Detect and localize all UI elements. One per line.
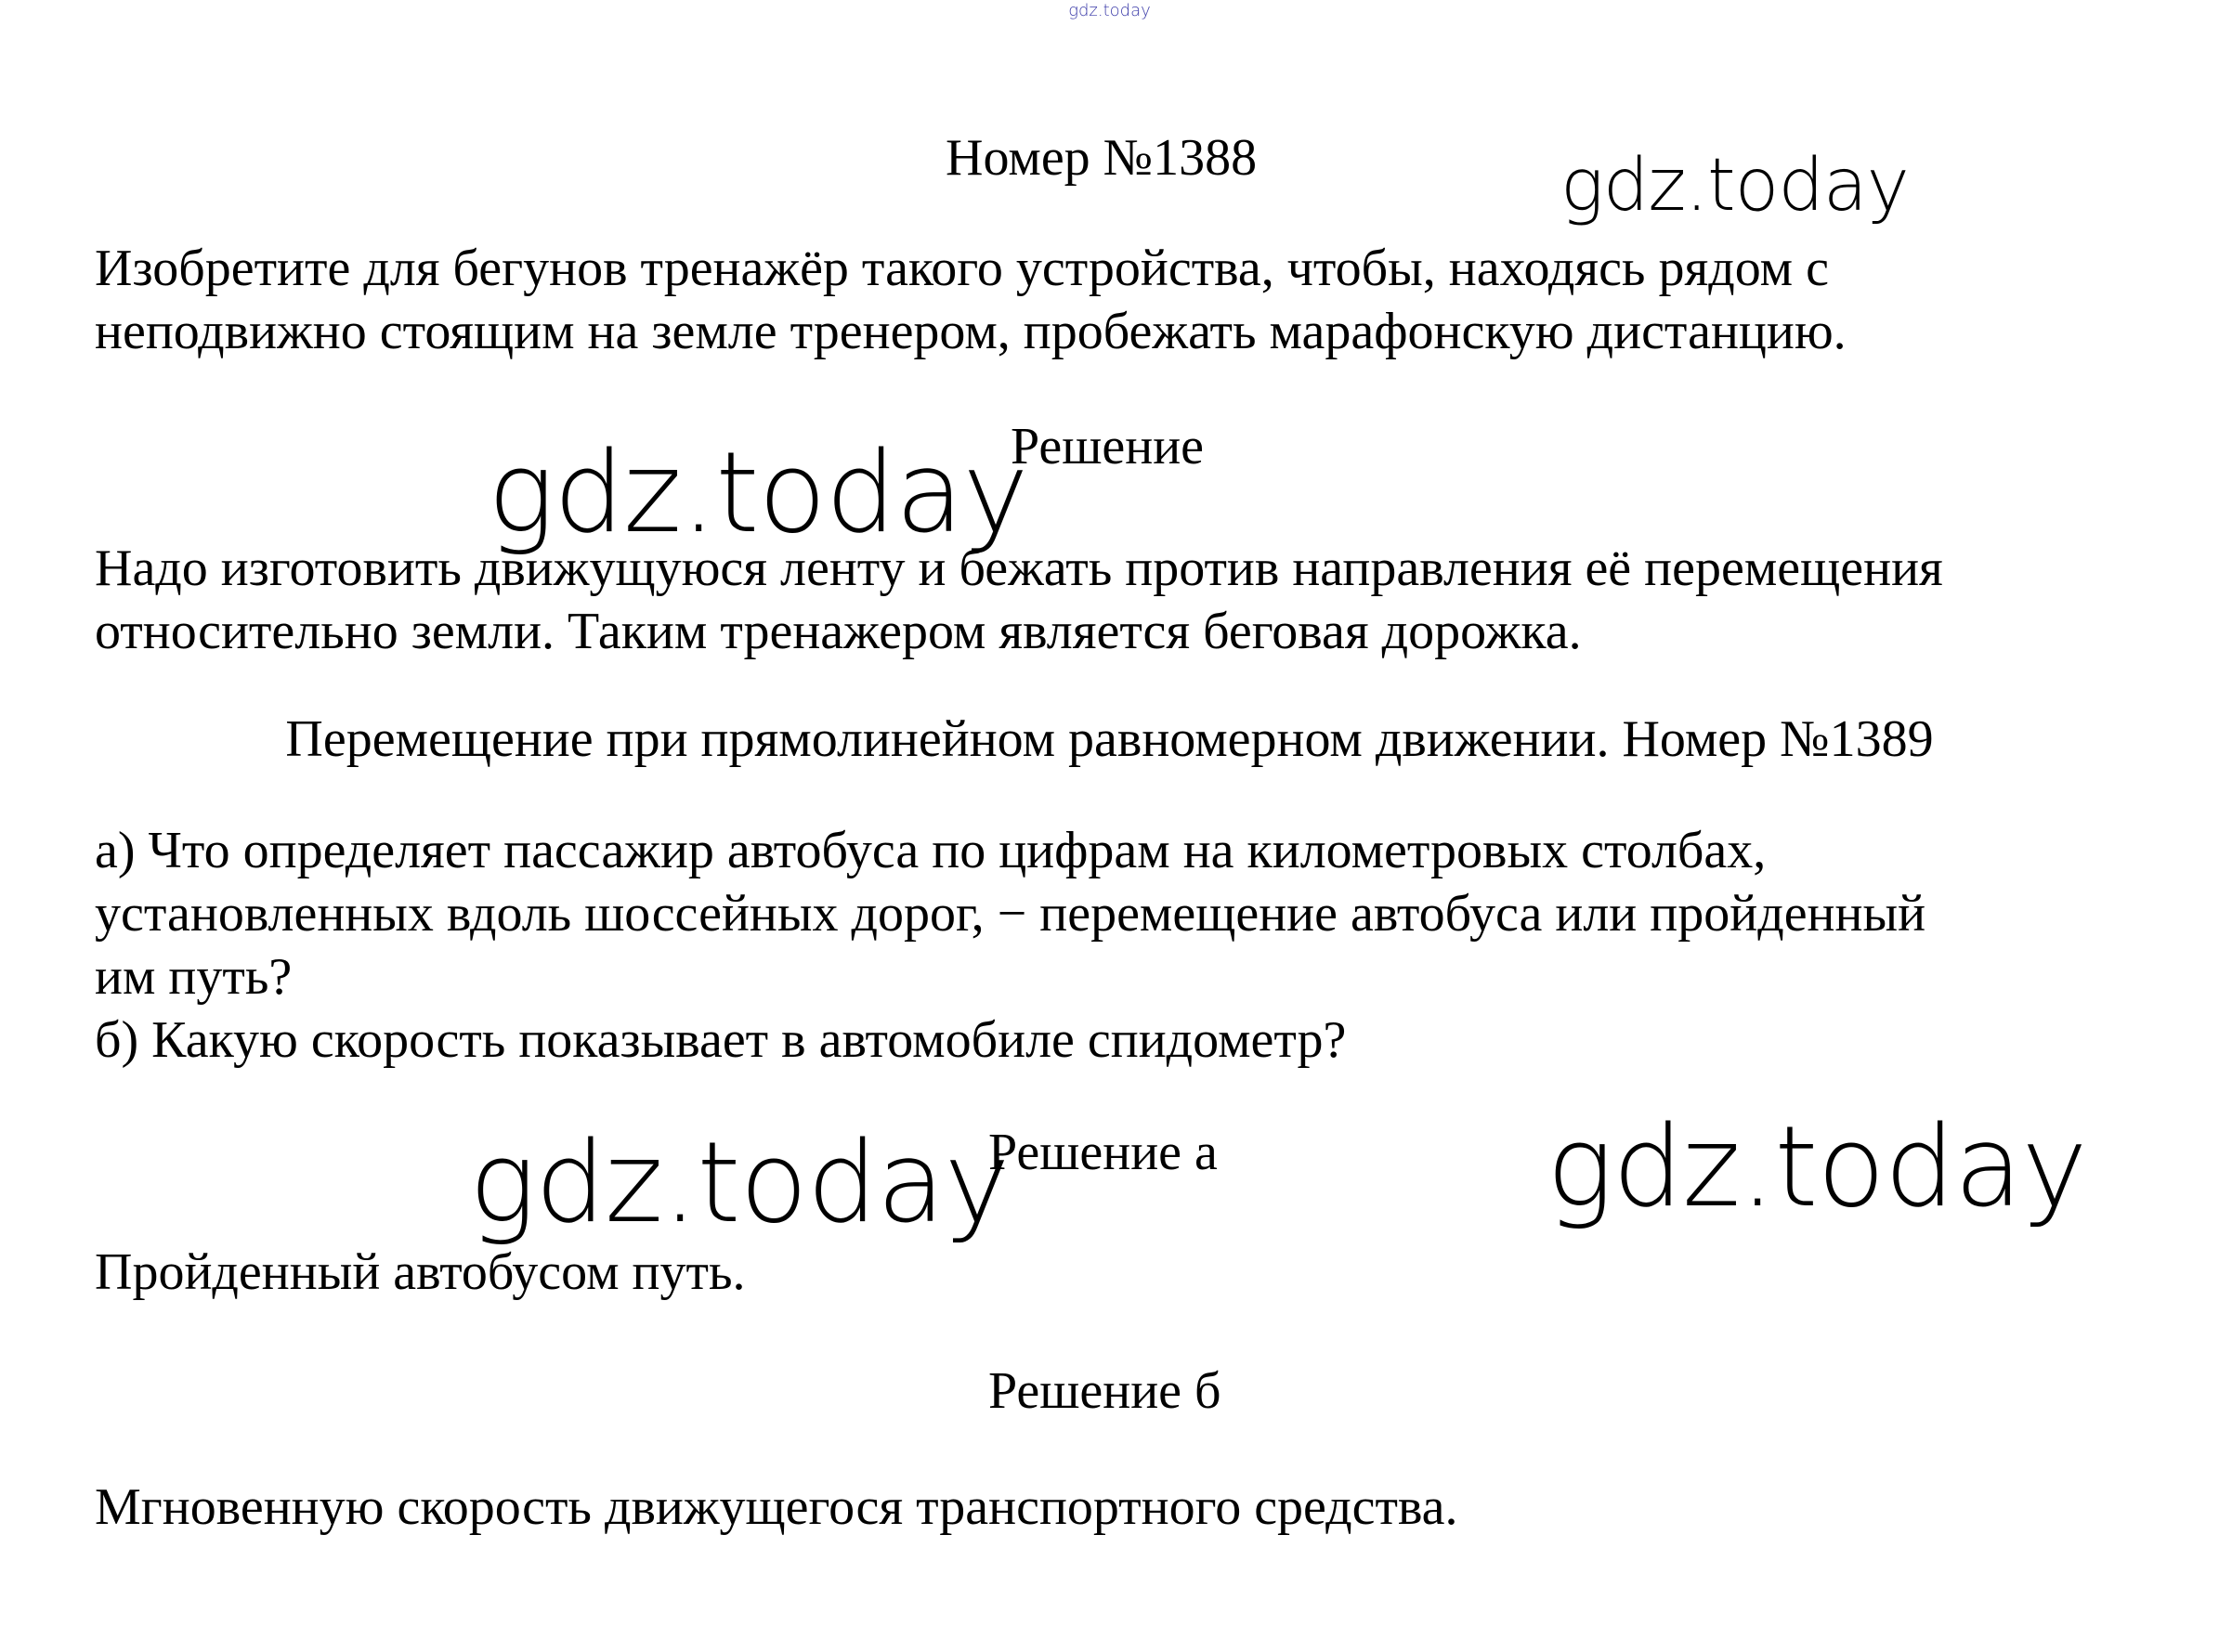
- task-1389-solution-a-text: Пройденный автобусом путь.: [95, 1243, 746, 1301]
- task-1388-solution: [95, 537, 2194, 663]
- solution-line: относительно земли. Таким тренажером является беговая дорожка.: [95, 603, 1582, 660]
- task-1388-question: [95, 237, 2194, 363]
- watermark-logo: gdz.today: [488, 429, 1028, 558]
- solution-line: Надо изготовить движущуюся ленту и бежать против направления её перемещения: [95, 540, 1943, 597]
- task-1388-heading: Номер №1388: [946, 129, 1258, 187]
- watermark-logo: gdz.today: [469, 1119, 1010, 1248]
- question-line: Изобретите для бегунов тренажёр такого устройства, чтобы, находясь рядом с: [95, 240, 1829, 297]
- task-1389-question: [95, 819, 2194, 1072]
- question-line: установленных вдоль шоссейных дорог, − перемещение автобуса или пройденный: [95, 885, 1926, 943]
- question-line: им путь?: [95, 948, 293, 1006]
- task-1388-solution-heading: Решение: [1011, 418, 1205, 475]
- task-1389-heading: Перемещение при прямолинейном равномерном движении. Номер №1389: [285, 710, 1934, 768]
- task-1389-solution-b-text: Мгновенную скорость движущегося транспортного средства.: [95, 1478, 1458, 1536]
- question-line: а) Что определяет пассажир автобуса по цифрам на километровых столбах,: [95, 822, 1767, 879]
- top-watermark: gdz.today: [1068, 1, 1151, 20]
- task-1389-solution-a-heading: Решение а: [988, 1124, 1218, 1181]
- question-line: б) Какую скорость показывает в автомобиле спидометр?: [95, 1011, 1347, 1069]
- watermark-logo: gdz.today: [1560, 144, 1909, 228]
- task-1389-solution-b-heading: Решение б: [988, 1362, 1221, 1420]
- watermark-logo: gdz.today: [1547, 1103, 2087, 1232]
- question-line: неподвижно стоящим на земле тренером, пробежать марафонскую дистанцию.: [95, 303, 1847, 360]
